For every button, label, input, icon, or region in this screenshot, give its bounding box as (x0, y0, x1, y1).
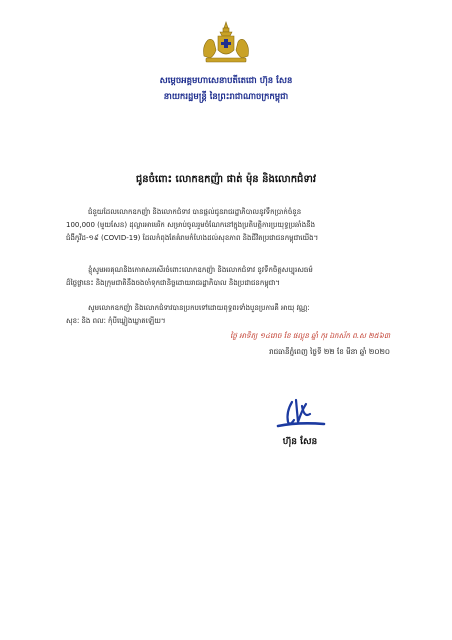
paragraph-line: ដ៏ថ្លៃថ្លានេះ និងក្រុមជាតិនឹងចងចាំទុកជានិច្ចដោយរាជរដ្ឋាភិបាល និងប្រជាជនកម្ពុជា។ (66, 279, 281, 287)
paragraph-line: ខ្ញុំសូមអរគុណនិងកោតសរសើរចំពោះលោកឧកញ៉ា និងលោកជំទាវ នូវទឹកចិត្តសប្បុរសធម៌ (88, 266, 313, 274)
place-and-date: រាជធានីភ្នំពេញ ថ្ងៃទី ២២ ខែ មីនា ឆ្នាំ ២០២០ (269, 347, 390, 356)
paragraph-line: 100,000 (មួយសែន) ដុល្លារអាមេរិក សម្រាប់ចូលរួមចំណែកនៅក្នុងប្រតិបត្តិការប្រយុទ្ធប្រឆាំងនឹង (66, 221, 316, 229)
letter-subject: ជូនចំពោះ លោកឧកញ៉ា ផាត់ ម៉ុន និងលោកជំទាវ (135, 174, 317, 185)
paragraph-line: សូមលោកឧកញ៉ា និងលោកជំទាវបានប្រកបទៅដោយពុទ្ធពរទាំងបួនប្រការគឺ អាយុ វណ្ណៈ (88, 304, 310, 312)
lunar-date: ថ្ងៃ អាទិត្យ ១៤រោច ខែ ផល្គុន ឆ្នាំ កុរ ឯកស័ក ព.ស ២៥៦៣ (230, 331, 390, 340)
body-paragraph (66, 206, 390, 245)
body-paragraph (66, 302, 390, 328)
sender-position: នាយករដ្ឋមន្ត្រី នៃព្រះរាជាណាចក្រកម្ពុជា (163, 92, 289, 102)
paragraph-line: សុខៈ និង ពលៈ កុំបីឃ្លៀងឃ្លាតឡើយ។ (66, 317, 166, 325)
body-paragraph (66, 264, 390, 290)
signer-name: ហ៊ុន សែន (282, 437, 318, 447)
paragraph-line: ជំងឺកូវីដ-១៩ (COVID-19) ដែលកំពុងតែគំរាមកំហែងដល់សុខភាព និងជីវិតប្រជាជនកម្ពុជាយើង។ (66, 234, 319, 242)
royal-coat-of-arms-icon (196, 20, 256, 66)
paragraph-line: ជំនួយដែលលោកឧកញ៉ា និងលោកជំទាវ បានផ្តល់ជូនរាជរដ្ឋាភិបាលនូវទឹកប្រាក់ចំនួន (88, 208, 302, 216)
sender-title: សម្តេចអគ្គមហាសេនាបតីតេជោ ហ៊ុន សែន (159, 76, 293, 86)
handwritten-signature-icon (272, 396, 328, 430)
